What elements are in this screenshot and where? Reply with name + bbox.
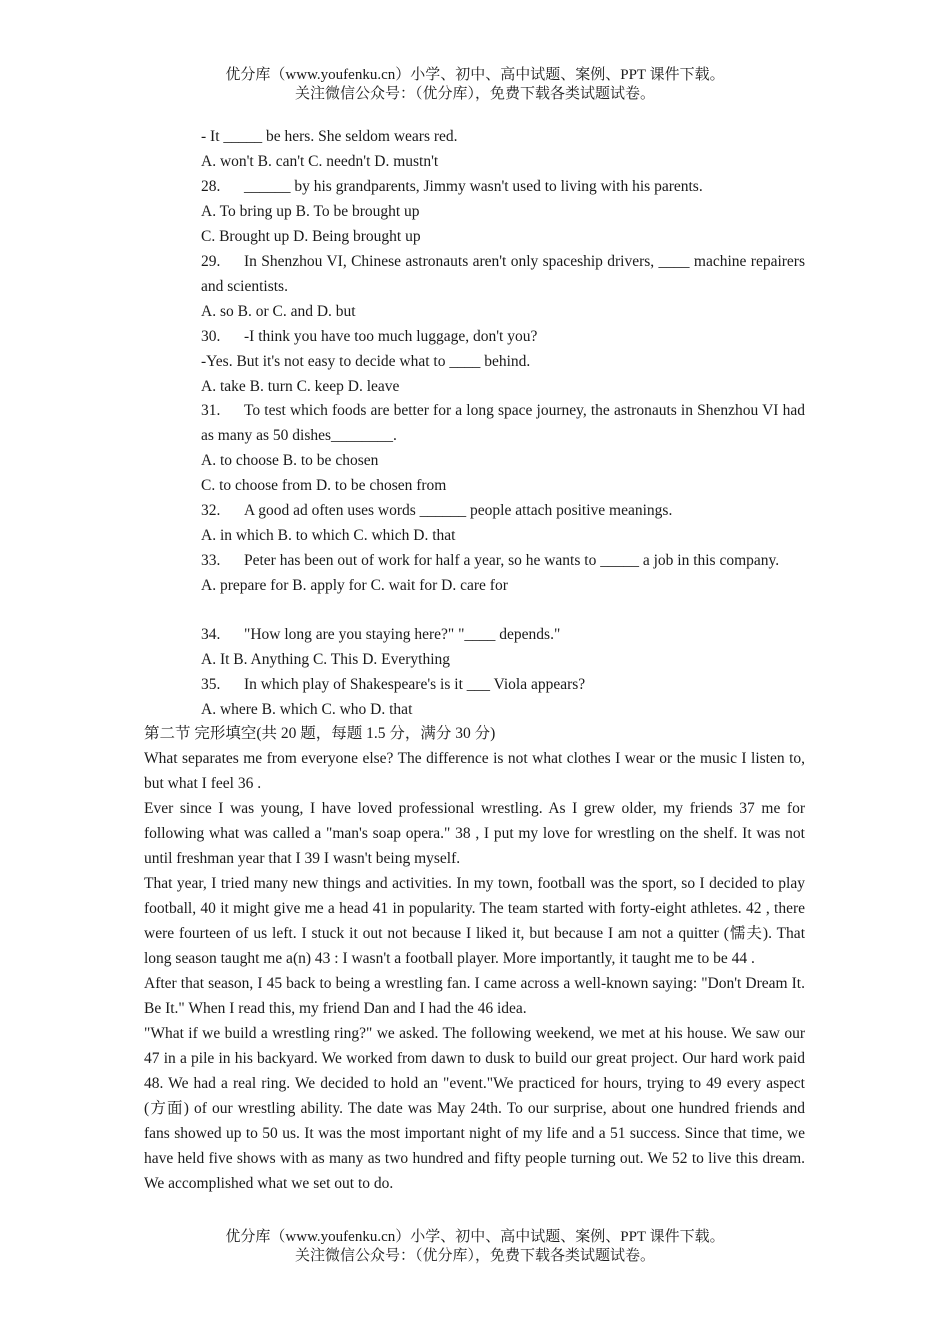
- question-28-options-2: C. Brought up D. Being brought up: [201, 228, 421, 245]
- question-27: [201, 124, 805, 174]
- question-31: [201, 398, 805, 498]
- question-number: 34.: [201, 626, 221, 643]
- question-number: 35.: [201, 676, 221, 693]
- cloze-paragraph: That year, I tried many new things and activities. In my town, football was the sport, so I decided to play football, 40 it might give me a head 41 in popularity. The team started with forty-eight athletes. 42 , there were fourteen of us left. I stuck it out not because I liked it, but because I am not a quitter (懦夫). That long season taught me a(n) 43 : I wasn't a football player. More importantly, it taught me to be 44 .: [144, 875, 805, 967]
- question-number: 30.: [201, 328, 221, 345]
- question-35-text: In which play of Shakespeare's is it ___ Viola appears?: [244, 676, 586, 693]
- question-29: [201, 249, 805, 324]
- question-30: [201, 324, 805, 399]
- cloze-paragraph: After that season, I 45 back to being a wrestling fan. I came across a well-known saying: "Don't Dream It. Be It." When I read this, my friend Dan and I had the 46 idea.: [144, 975, 805, 1017]
- cloze-paragraph: Ever since I was young, I have loved professional wrestling. As I grew older, my friends 37 me for following what was called a "man's soap opera." 38 , I put my love for wrestling on the shelf. It was not until freshman year that I 39 I wasn't being myself.: [144, 800, 805, 867]
- question-32: [201, 498, 805, 548]
- question-27-options: A. won't B. can't C. needn't D. mustn't: [201, 153, 439, 170]
- question-33-text: Peter has been out of work for half a year, so he wants to _____ a job in this company.: [244, 552, 780, 569]
- question-33-options: A. prepare for B. apply for C. wait for D. care for: [201, 577, 508, 594]
- question-30-reply: -Yes. But it's not easy to decide what to ____ behind.: [201, 353, 531, 370]
- question-27-reply: - It _____ be hers. She seldom wears red.: [201, 128, 458, 145]
- question-28: [201, 174, 805, 249]
- question-number: 33.: [201, 552, 221, 569]
- question-34-options: A. It B. Anything C. This D. Everything: [201, 651, 451, 668]
- footer-line-1: 优分库（www.youfenku.cn）小学、初中、高中试题、案例、PPT 课件下载。: [225, 1229, 725, 1245]
- question-31-options-1: A. to choose B. to be chosen: [201, 452, 379, 469]
- question-35: [201, 672, 805, 722]
- question-34-text: "How long are you staying here?" "____ depends.": [244, 626, 561, 643]
- question-29-options: A. so B. or C. and D. but: [201, 303, 356, 320]
- cloze-paragraph: "What if we build a wrestling ring?" we asked. The following weekend, we met at his house. We saw our 47 in a pile in his backyard. We worked from dawn to dusk to build our great project. Our hard work paid 48. We had a real ring. We decided to hold an "event."We practiced for hours, trying to 49 every aspect (方面) of our wrestling ability. The date was May 24th. To our surprise, about one hundred friends and fans showed up to 50 us. It was the most important night of my life and a 51 success. Since that time, we have held five shows with as many as two hundred and fifty people turning out. We 52 to live this dream. We accomplished what we set out to do.: [144, 1025, 805, 1192]
- footer-line-2: 关注微信公众号：（优分库），免费下载各类试题试卷。: [294, 1248, 655, 1264]
- question-28-text: ______ by his grandparents, Jimmy wasn't used to living with his parents.: [244, 178, 703, 195]
- question-30-text: -I think you have too much luggage, don't you?: [244, 328, 538, 345]
- question-33: [201, 548, 805, 598]
- question-31-text: To test which foods are better for a long space journey, the astronauts in Shenzhou VI had as many as 50 dishes________.: [201, 402, 805, 444]
- header-line-2: 关注微信公众号：（优分库），免费下载各类试题试卷。: [294, 86, 655, 102]
- question-31-options-2: C. to choose from D. to be chosen from: [201, 477, 447, 494]
- cloze-paragraph: What separates me from everyone else? The difference is not what clothes I wear or the music I listen to, but what I feel 36 .: [144, 750, 805, 792]
- page-footer: [0, 1228, 950, 1266]
- cloze-section: [144, 721, 805, 1196]
- question-number: 31.: [201, 402, 221, 419]
- question-34: [201, 622, 805, 672]
- question-29-text: In Shenzhou VI, Chinese astronauts aren't only spaceship drivers, ____ machine repairers and scientists.: [201, 253, 805, 295]
- question-number: 28.: [201, 178, 221, 195]
- question-28-options-1: A. To bring up B. To be brought up: [201, 203, 420, 220]
- question-number: 29.: [201, 253, 221, 270]
- question-35-options: A. where B. which C. who D. that: [201, 701, 413, 718]
- section-title: 第二节 完形填空(共 20 题，每题 1.5 分，满分 30 分): [144, 725, 496, 742]
- question-32-text: A good ad often uses words ______ people attach positive meanings.: [244, 502, 673, 519]
- page-header: [0, 66, 950, 104]
- question-number: 32.: [201, 502, 221, 519]
- question-32-options: A. in which B. to which C. which D. that: [201, 527, 456, 544]
- header-line-1: 优分库（www.youfenku.cn）小学、初中、高中试题、案例、PPT 课件下载。: [225, 67, 725, 83]
- question-30-options: A. take B. turn C. keep D. leave: [201, 378, 400, 395]
